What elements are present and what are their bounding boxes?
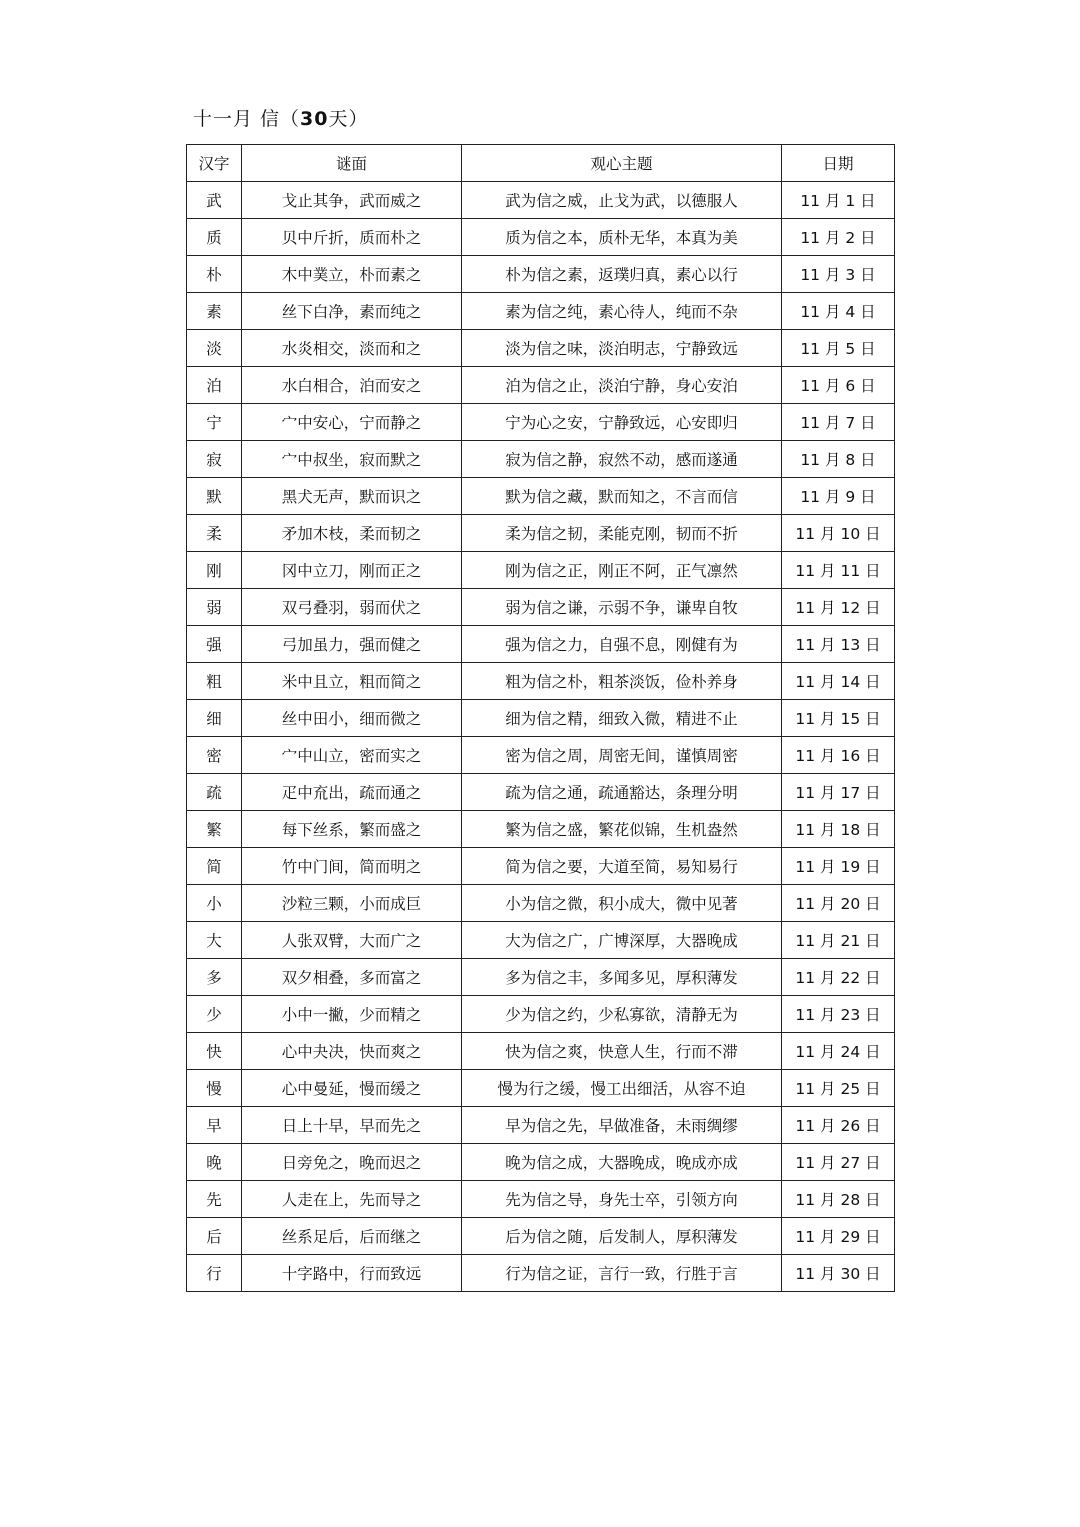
character-cell: 朴 [187, 256, 242, 293]
theme-cell: 快为信之爽，快意人生，行而不滞 [462, 1033, 782, 1070]
table-row [187, 700, 895, 737]
date-cell: 11 月 24 日 [782, 1033, 895, 1070]
riddle-cell: 双夕相叠，多而富之 [242, 959, 462, 996]
character-cell: 淡 [187, 330, 242, 367]
header-riddle: 谜面 [242, 145, 462, 182]
calendar-table [186, 144, 895, 1292]
riddle-cell: 丝中田小，细而微之 [242, 700, 462, 737]
character-cell: 宁 [187, 404, 242, 441]
character-cell: 强 [187, 626, 242, 663]
character-cell: 繁 [187, 811, 242, 848]
riddle-cell: 疋中㐬出，疏而通之 [242, 774, 462, 811]
table-row [187, 293, 895, 330]
date-cell: 11 月 30 日 [782, 1255, 895, 1292]
table-row [187, 367, 895, 404]
character-cell: 后 [187, 1218, 242, 1255]
character-cell: 简 [187, 848, 242, 885]
theme-cell: 多为信之丰，多闻多见，厚积薄发 [462, 959, 782, 996]
character-cell: 武 [187, 182, 242, 219]
character-cell: 粗 [187, 663, 242, 700]
table-row [187, 478, 895, 515]
character-cell: 先 [187, 1181, 242, 1218]
character-cell: 大 [187, 922, 242, 959]
riddle-cell: 宀中叔坐，寂而默之 [242, 441, 462, 478]
table-row [187, 256, 895, 293]
theme-cell: 后为信之随，后发制人，厚积薄发 [462, 1218, 782, 1255]
character-cell: 柔 [187, 515, 242, 552]
riddle-cell: 水炎相交，淡而和之 [242, 330, 462, 367]
date-cell: 11 月 29 日 [782, 1218, 895, 1255]
header-row [187, 145, 895, 182]
table-row [187, 441, 895, 478]
character-cell: 多 [187, 959, 242, 996]
title-days-number: 30 [300, 108, 329, 130]
table-row [187, 1107, 895, 1144]
date-cell: 11 月 28 日 [782, 1181, 895, 1218]
riddle-cell: 人张双臂，大而广之 [242, 922, 462, 959]
character-cell: 疏 [187, 774, 242, 811]
date-cell: 11 月 4 日 [782, 293, 895, 330]
table-row [187, 1218, 895, 1255]
riddle-cell: 矛加木枝，柔而韧之 [242, 515, 462, 552]
riddle-cell: 米中且立，粗而简之 [242, 663, 462, 700]
date-cell: 11 月 18 日 [782, 811, 895, 848]
riddle-cell: 双弓叠羽，弱而伏之 [242, 589, 462, 626]
riddle-cell: 十字路中，行而致远 [242, 1255, 462, 1292]
table-row [187, 182, 895, 219]
date-cell: 11 月 2 日 [782, 219, 895, 256]
character-cell: 默 [187, 478, 242, 515]
title-prefix: 十一月 信（ [193, 108, 301, 130]
riddle-cell: 贝中斤折，质而朴之 [242, 219, 462, 256]
theme-cell: 泊为信之止，淡泊宁静，身心安泊 [462, 367, 782, 404]
table-row [187, 1033, 895, 1070]
character-cell: 少 [187, 996, 242, 1033]
table-row [187, 404, 895, 441]
theme-cell: 少为信之约，少私寡欲，清静无为 [462, 996, 782, 1033]
riddle-cell: 宀中山立，密而实之 [242, 737, 462, 774]
theme-cell: 朴为信之素，返璞归真，素心以行 [462, 256, 782, 293]
riddle-cell: 小中一撇，少而精之 [242, 996, 462, 1033]
date-cell: 11 月 19 日 [782, 848, 895, 885]
table-row [187, 515, 895, 552]
date-cell: 11 月 23 日 [782, 996, 895, 1033]
table-row [187, 552, 895, 589]
date-cell: 11 月 3 日 [782, 256, 895, 293]
theme-cell: 细为信之精，细致入微，精进不止 [462, 700, 782, 737]
character-cell: 小 [187, 885, 242, 922]
theme-cell: 先为信之导，身先士卒，引领方向 [462, 1181, 782, 1218]
character-cell: 质 [187, 219, 242, 256]
header-theme: 观心主题 [462, 145, 782, 182]
riddle-cell: 丝下白净，素而纯之 [242, 293, 462, 330]
date-cell: 11 月 22 日 [782, 959, 895, 996]
table-body [187, 182, 895, 1292]
table-row [187, 663, 895, 700]
riddle-cell: 沙粒三颗，小而成巨 [242, 885, 462, 922]
date-cell: 11 月 17 日 [782, 774, 895, 811]
theme-cell: 质为信之本，质朴无华，本真为美 [462, 219, 782, 256]
date-cell: 11 月 7 日 [782, 404, 895, 441]
table-row [187, 959, 895, 996]
character-cell: 密 [187, 737, 242, 774]
riddle-cell: 心中曼延，慢而缓之 [242, 1070, 462, 1107]
riddle-cell: 宀中安心，宁而静之 [242, 404, 462, 441]
character-cell: 晚 [187, 1144, 242, 1181]
riddle-cell: 心中夬决，快而爽之 [242, 1033, 462, 1070]
character-cell: 早 [187, 1107, 242, 1144]
character-cell: 行 [187, 1255, 242, 1292]
date-cell: 11 月 14 日 [782, 663, 895, 700]
date-cell: 11 月 15 日 [782, 700, 895, 737]
date-cell: 11 月 20 日 [782, 885, 895, 922]
date-cell: 11 月 13 日 [782, 626, 895, 663]
date-cell: 11 月 21 日 [782, 922, 895, 959]
character-cell: 快 [187, 1033, 242, 1070]
table-row [187, 885, 895, 922]
theme-cell: 柔为信之韧，柔能克刚，韧而不折 [462, 515, 782, 552]
date-cell: 11 月 6 日 [782, 367, 895, 404]
theme-cell: 刚为信之正，刚正不阿，正气凛然 [462, 552, 782, 589]
header-date: 日期 [782, 145, 895, 182]
title-suffix: 天） [328, 108, 369, 130]
theme-cell: 行为信之证，言行一致，行胜于言 [462, 1255, 782, 1292]
theme-cell: 强为信之力，自强不息，刚健有为 [462, 626, 782, 663]
riddle-cell: 丝系足后，后而继之 [242, 1218, 462, 1255]
table-row [187, 589, 895, 626]
riddle-cell: 戈止其争，武而威之 [242, 182, 462, 219]
character-cell: 弱 [187, 589, 242, 626]
theme-cell: 密为信之周，周密无间，谨慎周密 [462, 737, 782, 774]
date-cell: 11 月 26 日 [782, 1107, 895, 1144]
theme-cell: 简为信之要，大道至简，易知易行 [462, 848, 782, 885]
character-cell: 素 [187, 293, 242, 330]
table-row [187, 996, 895, 1033]
table-row [187, 626, 895, 663]
character-cell: 慢 [187, 1070, 242, 1107]
theme-cell: 素为信之纯，素心待人，纯而不杂 [462, 293, 782, 330]
theme-cell: 弱为信之谦，示弱不争，谦卑自牧 [462, 589, 782, 626]
riddle-cell: 日上十早，早而先之 [242, 1107, 462, 1144]
date-cell: 11 月 27 日 [782, 1144, 895, 1181]
theme-cell: 慢为行之缓，慢工出细活，从容不迫 [462, 1070, 782, 1107]
riddle-cell: 竹中门间，简而明之 [242, 848, 462, 885]
character-cell: 泊 [187, 367, 242, 404]
riddle-cell: 日旁免之，晚而迟之 [242, 1144, 462, 1181]
riddle-cell: 人走在上，先而导之 [242, 1181, 462, 1218]
date-cell: 11 月 5 日 [782, 330, 895, 367]
date-cell: 11 月 11 日 [782, 552, 895, 589]
riddle-cell: 弓加虽力，强而健之 [242, 626, 462, 663]
theme-cell: 淡为信之味，淡泊明志，宁静致远 [462, 330, 782, 367]
date-cell: 11 月 25 日 [782, 1070, 895, 1107]
table-row [187, 1181, 895, 1218]
riddle-cell: 水白相合，泊而安之 [242, 367, 462, 404]
theme-cell: 小为信之微，积小成大，微中见著 [462, 885, 782, 922]
table-row [187, 737, 895, 774]
table-row [187, 219, 895, 256]
riddle-cell: 木中菐立，朴而素之 [242, 256, 462, 293]
date-cell: 11 月 1 日 [782, 182, 895, 219]
theme-cell: 早为信之先，早做准备，未雨绸缪 [462, 1107, 782, 1144]
character-cell: 刚 [187, 552, 242, 589]
table-row [187, 922, 895, 959]
theme-cell: 默为信之藏，默而知之，不言而信 [462, 478, 782, 515]
page-title [193, 105, 369, 133]
theme-cell: 粗为信之朴，粗茶淡饭，俭朴养身 [462, 663, 782, 700]
riddle-cell: 冈中立刀，刚而正之 [242, 552, 462, 589]
character-cell: 寂 [187, 441, 242, 478]
date-cell: 11 月 12 日 [782, 589, 895, 626]
theme-cell: 大为信之广，广博深厚，大器晚成 [462, 922, 782, 959]
theme-cell: 宁为心之安，宁静致远，心安即归 [462, 404, 782, 441]
date-cell: 11 月 8 日 [782, 441, 895, 478]
date-cell: 11 月 16 日 [782, 737, 895, 774]
table-row [187, 774, 895, 811]
theme-cell: 寂为信之静，寂然不动，感而遂通 [462, 441, 782, 478]
theme-cell: 疏为信之通，疏通豁达，条理分明 [462, 774, 782, 811]
table-row [187, 811, 895, 848]
table-row [187, 848, 895, 885]
header-character: 汉字 [187, 145, 242, 182]
riddle-cell: 每下丝系，繁而盛之 [242, 811, 462, 848]
table-row [187, 1070, 895, 1107]
date-cell: 11 月 10 日 [782, 515, 895, 552]
theme-cell: 繁为信之盛，繁花似锦，生机盎然 [462, 811, 782, 848]
character-cell: 细 [187, 700, 242, 737]
riddle-cell: 黑犬无声，默而识之 [242, 478, 462, 515]
table-row [187, 1144, 895, 1181]
date-cell: 11 月 9 日 [782, 478, 895, 515]
table-row [187, 1255, 895, 1292]
theme-cell: 晚为信之成，大器晚成，晚成亦成 [462, 1144, 782, 1181]
theme-cell: 武为信之威，止戈为武，以德服人 [462, 182, 782, 219]
table-row [187, 330, 895, 367]
